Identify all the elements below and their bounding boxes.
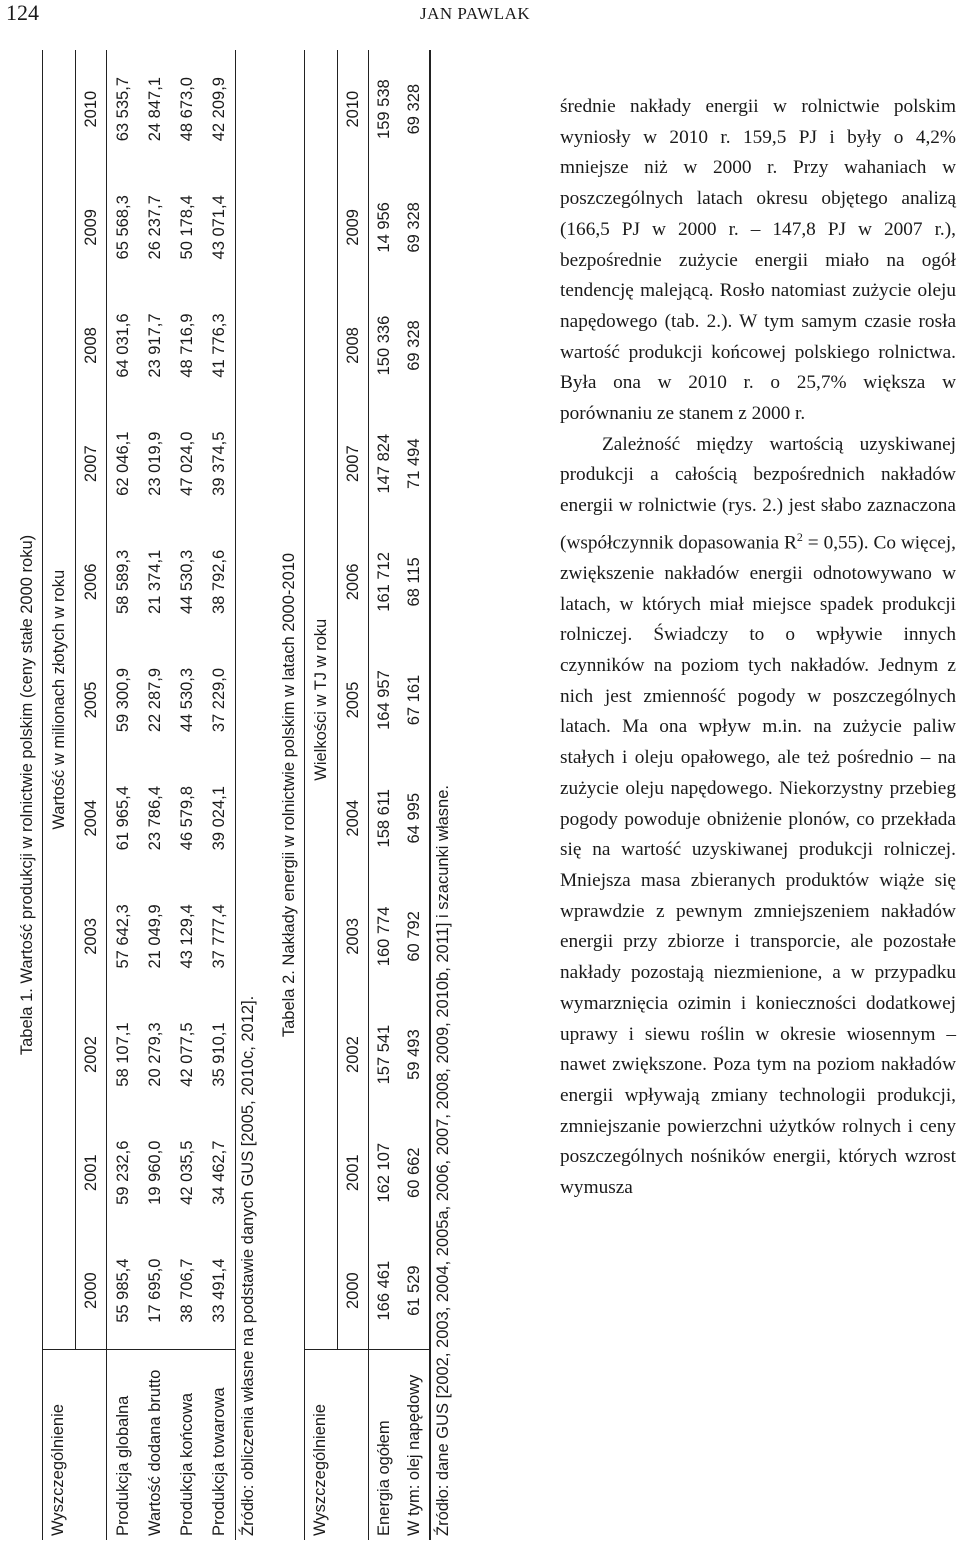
table2-cell: 60 792 (404, 911, 423, 962)
table1-caption: Tabela 1. Wartość produkcji w rolnictwie polskim (ceny stałe 2000 roku) (18, 534, 36, 1056)
table1-cell: 61 965,4 (113, 786, 132, 851)
table1-cell: 33 491,4 (203, 1232, 236, 1350)
body-paragraph-1: średnie nakłady energii w rolnictwie polskim wyniosły w 2010 r. 159,5 PJ i były o 4,2% mniejsze niż w 2000 r. Przy wahaniach w poszczególnych latach okresu objętego analizą (166,5 PJ w 2000 r. – 147,8 PJ w 2007 r.), bezpośrednie zużycie energii miało na ogół tendencję malejącą. Rosło natomiast zużycie oleju napędowego (tab. 2.). W tym samym czasie rosła wartość produkcji końcowej polskiego rolnictwa. Była ona w 2010 r. o 25,7% większa w porównaniu ze stanem z 2000 r. (560, 96, 956, 425)
table1-cell: 23 019,9 (145, 431, 164, 496)
table1-year-header: 2004 (81, 799, 100, 837)
table1-cell: 38 792,6 (209, 549, 228, 614)
table1-cell: 58 107,1 (113, 1022, 132, 1087)
table2-year-header: 2002 (343, 1036, 362, 1073)
table1-cell: 38 706,7 (171, 1232, 203, 1350)
table1-cell: 65 568,3 (113, 195, 132, 260)
table1-year-header: 2003 (81, 918, 100, 955)
table1-cell: 35 910,1 (209, 1022, 228, 1087)
table2-cell: 69 328 (404, 320, 423, 371)
table1-cell: 34 462,7 (209, 1140, 228, 1205)
table1-cell: 63 535,7 (113, 77, 132, 142)
table1-cell: 48 673,0 (177, 77, 196, 142)
table2-year-header: 2006 (343, 563, 362, 601)
table1-year-header: 2008 (81, 327, 100, 364)
table1-row-header: Wyszczególnienie (49, 1404, 67, 1536)
table2-cell: 162 107 (374, 1142, 393, 1203)
table1-source: Źródło: obliczenia własne na podstawie danych GUS [2005, 2010c, 2012]. (239, 995, 257, 1536)
table1-year-header: 2007 (81, 445, 100, 483)
table2-cell: 158 611 (374, 789, 393, 848)
body-paragraph-2-part-b: = 0,55). Co więcej, zwiększenie nakładów energii odnotowywano w latach, w których miał miejsce spadek produkcji rolniczej. Świadczy to o wpływie innych czynników na poziom tych nakładów. Jednym z nich jest zmienność pogody w poszczególnych latach. Ma ona wpływ m.in. na zużycie paliw stałych i oleju opałowego, ale też pośrednio – na zużycie oleju napędowego. Niekorzystny przebieg pogody powoduje obniżenie plonów, co przekłada się na wartość uzyskiwanej produkcji rolniczej. Mniejsza masa zbieranych produktów wiąże się wprawdzie z pewnym zmniejszeniem nakładów energii przy zbiorze i transporcie, ale pozostałe nakłady pozostają niezmienione, a w przypadku wymarznięcia ozimin i konieczności dodatkowej uprawy i siewu roślin w okresie wiosennym – nawet zwiększone. Poza tym na poziom nakładów energii wpływają zmiany technologii produkcji, zmniejszanie powierzchni użytków rolnych i ceny poszczególnych nośników energii, których wzrost wymusza (560, 532, 957, 1199)
table2-cell: 69 328 (404, 83, 423, 135)
table1-cell: 42 209,9 (209, 77, 228, 142)
table1 (42, 50, 236, 1540)
table1-row-label: Produkcja globalna (113, 1395, 132, 1536)
table2-year-header: 2000 (338, 1232, 369, 1350)
table1-cell: 37 229,0 (209, 667, 228, 733)
table2-row (399, 50, 430, 1540)
table1-cell: 44 530,3 (177, 549, 196, 614)
table1-cell: 58 589,3 (113, 549, 132, 614)
table2-cell: 161 712 (374, 552, 393, 612)
table2-cell: 14 956 (374, 202, 393, 253)
table1-row (139, 50, 171, 1540)
table2-caption: Tabela 2. Nakłady energii w rolnictwie polskim w latach 2000-2010 (280, 552, 298, 1038)
table1-row-label: Produkcja końcowa (177, 1392, 196, 1536)
table2-year-header: 2010 (343, 90, 362, 128)
table1-cell: 59 232,6 (113, 1140, 132, 1205)
table2-cell: 64 995 (404, 793, 423, 844)
table1-year-header: 2005 (81, 681, 100, 719)
table1-cell: 23 786,4 (145, 786, 164, 851)
table2-cell: 61 529 (399, 1232, 430, 1350)
table2 (304, 50, 430, 1540)
table2-cell: 166 461 (369, 1232, 400, 1350)
table1-cell: 57 642,3 (113, 904, 132, 969)
table1-year-header: 2001 (81, 1154, 100, 1192)
table2-year-header: 2008 (343, 327, 362, 364)
table1-cell: 59 300,9 (113, 667, 132, 733)
table1-cell: 43 129,4 (177, 904, 196, 969)
table1-row (171, 50, 203, 1540)
table2-cell: 147 824 (374, 433, 393, 494)
table1-cell: 62 046,1 (113, 431, 132, 496)
table2-cell: 67 161 (404, 674, 423, 726)
table2-cell: 60 662 (404, 1147, 423, 1198)
table2-group-header: Wielkości w TJ w roku (305, 50, 338, 1350)
table1-cell: 21 374,1 (145, 549, 164, 614)
table2-cell: 160 774 (374, 906, 393, 967)
table1-year-header: 2002 (81, 1036, 100, 1073)
table2-source: Źródło: dane GUS [2002, 2003, 2004, 2005a, 2006, 2007, 2008, 2009, 2010b, 2011] i szacunki własne. (430, 50, 457, 1540)
body-text-column (560, 92, 956, 1204)
table2-cell: 69 328 (404, 202, 423, 253)
table2-year-header: 2005 (343, 681, 362, 719)
table1-cell: 20 279,3 (145, 1022, 164, 1087)
table2-cell: 157 541 (374, 1024, 393, 1085)
table1-cell: 24 847,1 (145, 77, 164, 142)
table1-cell: 50 178,4 (177, 195, 196, 260)
table2-row (369, 50, 400, 1540)
table1-cell: 22 287,9 (145, 667, 164, 733)
table2-cell: 159 538 (374, 79, 393, 139)
table1-year-header: 2000 (76, 1232, 107, 1350)
table2-cell: 164 957 (374, 670, 393, 730)
table1-cell: 37 777,4 (209, 904, 228, 969)
table1-cell: 48 716,9 (177, 313, 196, 378)
body-paragraph-2 (560, 430, 956, 1204)
table1-cell: 21 049,9 (145, 904, 164, 969)
table1-group-header: Wartość w milionach złotych w roku (43, 50, 76, 1350)
table1-row-label: Produkcja towarowa (209, 1387, 228, 1536)
page-number: 124 (6, 0, 39, 25)
table2-year-header: 2001 (343, 1154, 362, 1192)
table1-cell: 26 237,7 (145, 195, 164, 260)
table2-cell: 150 336 (374, 315, 393, 376)
table1-row-label: Wartość dodana brutto (145, 1369, 164, 1536)
table1-row (107, 50, 140, 1540)
table1-cell: 64 031,6 (113, 313, 132, 378)
table1-cell: 42 035,5 (177, 1140, 196, 1205)
body-paragraph-2-part-a: Zależność między wartością uzyskiwanej produkcji a całością bezpośrednich nakładów energii w rolnictwie (rys. 2.) jest słabo zaznaczona (współczynnik dopasowania R (560, 433, 956, 554)
table1-cell: 43 071,4 (209, 195, 228, 260)
table1-cell: 42 077,5 (177, 1022, 196, 1087)
table1-cell: 47 024,0 (177, 431, 196, 496)
table2-cell: 68 115 (404, 557, 423, 607)
table1-year-header: 2010 (81, 90, 100, 128)
table2-row-header: Wyszczególnienie (311, 1404, 329, 1536)
table1-cell: 44 530,3 (177, 667, 196, 733)
table1-year-header: 2009 (81, 209, 100, 246)
table2-year-header: 2009 (343, 209, 362, 246)
table2-year-header: 2004 (343, 799, 362, 837)
table2-year-header: 2007 (343, 445, 362, 483)
table1-cell: 41 776,3 (209, 313, 228, 378)
table1-cell: 39 024,1 (209, 786, 228, 851)
table1-cell: 39 374,5 (209, 431, 228, 496)
table1-cell: 17 695,0 (139, 1232, 171, 1350)
table1-cell: 19 960,0 (145, 1140, 164, 1205)
rotated-tables (14, 50, 504, 1540)
table1-cell: 46 579,8 (177, 786, 196, 851)
table1-row (203, 50, 236, 1540)
table1-cell: 55 985,4 (107, 1232, 140, 1350)
table2-cell: 71 494 (404, 438, 423, 489)
table2-row-label: W tym: olej napędowy (404, 1374, 423, 1536)
table2-row-label: Energia ogółem (374, 1420, 393, 1536)
table1-cell: 23 917,7 (145, 313, 164, 378)
table1-year-header: 2006 (81, 563, 100, 601)
r-squared-superscript: 2 (796, 529, 803, 544)
table2-year-header: 2003 (343, 918, 362, 955)
running-header-author: JAN PAWLAK (420, 4, 531, 23)
table2-cell: 59 493 (404, 1029, 423, 1080)
